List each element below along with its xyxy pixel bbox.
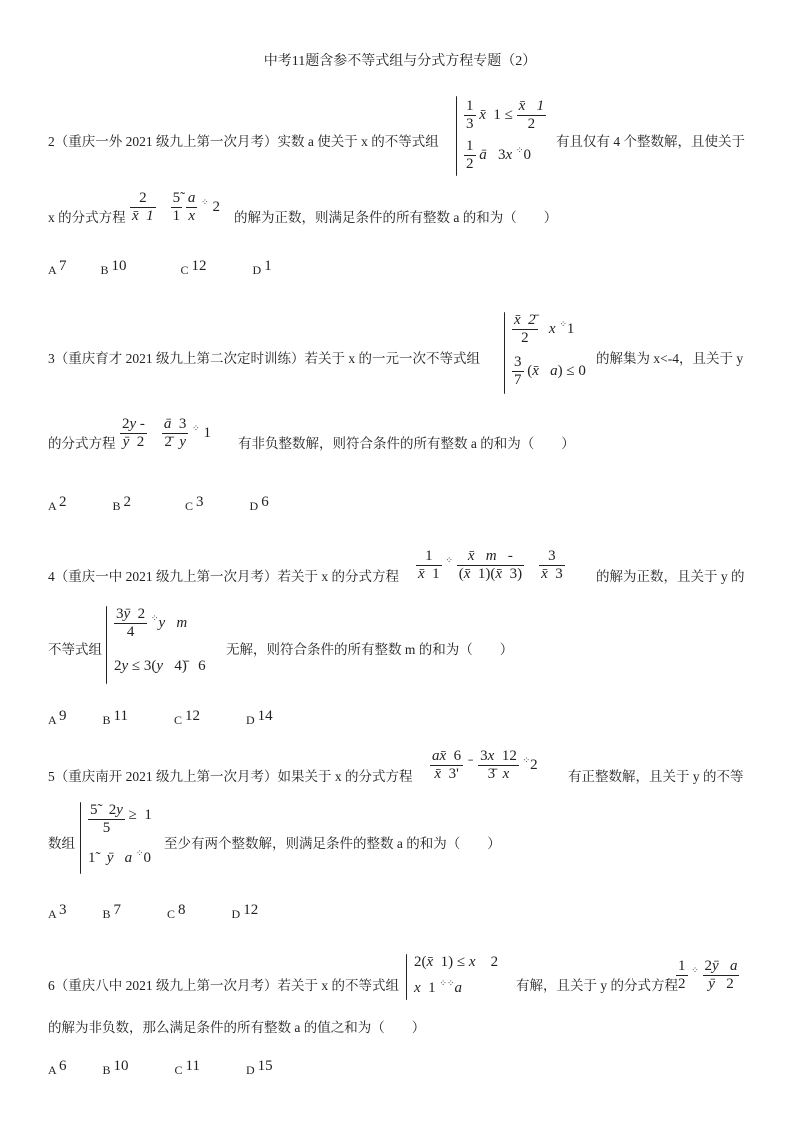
option-label: C	[173, 713, 182, 727]
q4-prefix: 4（重庆一中 2021 级九上第一次月考）若关于 x 的分式方程	[48, 569, 399, 584]
q3-prefix: 3（重庆育才 2021 级九上第二次定时训练）若关于 x 的一元一次不等式组	[48, 351, 480, 366]
q5-options	[48, 902, 259, 923]
q2-suffix: 有且仅有 4 个整数解，且使关于	[556, 134, 745, 149]
page-title: 中考11题含参不等式组与分式方程专题（2）	[263, 54, 537, 69]
option-label: B	[102, 1063, 111, 1077]
q4-suffix: 的解为正数，且关于 y 的	[596, 569, 745, 584]
q2-options	[48, 258, 272, 279]
q2-inequality-system: $\frac{1}{3}$ x̄ 1 ≤ $\frac{x̄ 1}{2}$ $\frac{1}{2}$ ā 3x ⁘0	[456, 94, 556, 178]
option-value: 11	[185, 1058, 200, 1074]
option-value: 6	[261, 494, 269, 510]
option-label: A	[48, 713, 57, 727]
option-value: 9	[59, 708, 67, 724]
q3-line2-suffix: 有非负整数解，则符合条件的所有整数 a 的和为（ ）	[238, 436, 575, 451]
q6-inequality-system: 2(x̄ 1) ≤ x 2 x 1 ⁘⁘a	[406, 952, 516, 1002]
option-value: 8	[178, 902, 186, 918]
q6-suffix: 有解，且关于 y 的分式方程	[516, 978, 678, 993]
q4-options	[48, 708, 273, 729]
q3-options	[48, 494, 269, 515]
q4-line2-suffix: 无解，则符合条件的所有整数 m 的和为（ ）	[226, 642, 514, 657]
option-value: 1	[264, 258, 272, 274]
option-label: A	[48, 907, 57, 921]
option-label: B	[102, 907, 111, 921]
option-label: B	[102, 713, 111, 727]
option-value: 12	[243, 902, 259, 918]
option-value: 7	[59, 258, 67, 274]
option-value: 2	[123, 494, 132, 510]
option-label: B	[112, 499, 121, 513]
q5-suffix: 有正整数解，且关于 y 的不等	[568, 769, 744, 784]
q6-line2: 的解为非负数，那么满足条件的所有整数 a 的值之和为（ ）	[48, 1020, 426, 1035]
q5-line2-prefix: 数组	[48, 836, 75, 851]
q2-fraction-equation: $\frac{2}{x̄ 1}$ $\frac{5̃}{1}$ $\frac{a}{x}$ ⁘ 2	[132, 190, 220, 224]
q3-suffix: 的解集为 x<-4，且关于 y	[596, 351, 744, 366]
option-value: 15	[257, 1058, 273, 1074]
option-label: D	[246, 1063, 255, 1077]
q5-line2-suffix: 至少有两个整数解，则满足条件的整数 a 的和为（ ）	[164, 836, 501, 851]
q4-fraction-equation: $\frac{1}{x̄ 1}$ ⁘ $\frac{x̄ m -}{(x̄ 1)(x̄ 3)}$ $\frac{3}{x̄ 3}$	[418, 548, 563, 582]
option-value: 12	[185, 708, 200, 724]
option-value: 10	[111, 258, 127, 274]
q5-inequality-system: $\frac{5̃ 2y}{5}$ ≥ 1 1̃ ȳ a ⁘0	[80, 800, 170, 876]
option-label: C	[185, 499, 194, 513]
option-value: 3	[59, 902, 67, 918]
option-label: D	[246, 713, 255, 727]
q6-options	[48, 1058, 273, 1079]
q3-fraction-equation: $\frac{2y -}{ȳ 2}$ $\frac{ā 3}{2̄ y}$ ⁘ 1	[122, 416, 211, 450]
q5-prefix: 5（重庆南开 2021 级九上第一次月考）如果关于 x 的分式方程	[48, 769, 413, 784]
option-value: 10	[113, 1058, 129, 1074]
option-label: A	[48, 1063, 57, 1077]
option-value: 3	[196, 494, 204, 510]
option-label: C	[167, 907, 176, 921]
option-value: 14	[257, 708, 273, 724]
option-value: 12	[191, 258, 207, 274]
q4-inequality-system: $\frac{3ȳ 2}{4}$ ⁘y m 2y ≤ 3(y 4)̄ 6	[106, 604, 226, 686]
q2-prefix: 2（重庆一外 2021 级九上第一次月考）实数 a 使关于 x 的不等式组	[48, 134, 439, 149]
option-label: C	[180, 263, 189, 277]
option-label: A	[48, 263, 57, 277]
option-value: 7	[113, 902, 122, 918]
option-value: 6	[59, 1058, 67, 1074]
q3-inequality-system: $\frac{x̄ 2̄}{2}$ x ⁘1 $\frac{3}{7}$ (x̄ a) ≤ 0	[504, 310, 599, 396]
q5-fraction-equation: $\frac{ax̄ 6}{x̄ 3'}$ ̄ $\frac{3x 12}{3̄ x}$ ⁘2	[432, 748, 538, 782]
q6-prefix: 6（重庆八中 2021 级九上第一次月考）若关于 x 的不等式组	[48, 978, 399, 993]
option-label: D	[249, 499, 259, 513]
q4-line2-prefix: 不等式组	[48, 642, 102, 657]
q2-line2-prefix: x 的分式方程	[48, 210, 126, 225]
q2-line2-suffix: 的解为正数，则满足条件的所有整数 a 的和为（ ）	[234, 210, 558, 225]
option-label: D	[231, 907, 241, 921]
option-value: 2	[59, 494, 67, 510]
q3-line2-prefix: 的分式方程	[48, 436, 116, 451]
option-label: B	[100, 263, 109, 277]
option-label: C	[174, 1063, 183, 1077]
option-label: D	[252, 263, 262, 277]
option-label: A	[48, 499, 57, 513]
option-value: 11	[113, 708, 128, 724]
q6-fraction-equation: $\frac{1}{2}$ ⁘ $\frac{2ȳ a}{ȳ 2}$	[678, 958, 738, 992]
